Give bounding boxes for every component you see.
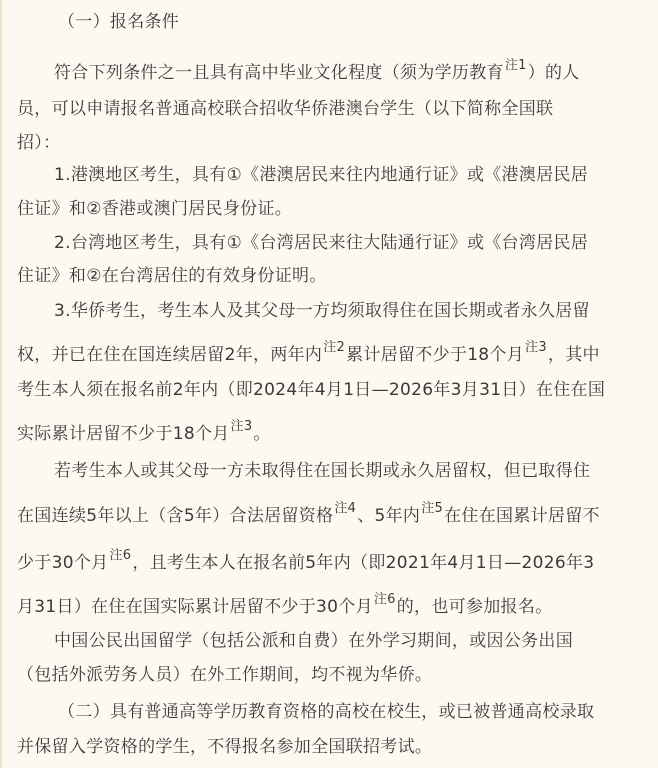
alt-text-d: 少于30个月 <box>17 553 109 573</box>
alt-text-e: ，且考生本人在报名前5年内（即2021年4月1日—2026年3 <box>132 553 595 573</box>
intro-line-3: 招）： <box>17 133 61 153</box>
alt-text-b: 、5年内 <box>357 506 421 526</box>
item-3-text-b: 累计居留不少于18个月 <box>346 345 525 365</box>
alt-text-c: 在住在国累计居留不 <box>444 506 600 526</box>
alt-para-line-3 <box>17 548 595 573</box>
item-3-text-e: 。 <box>253 424 271 444</box>
footnote-ref-5: 注5 <box>421 501 444 516</box>
footnote-ref-1: 注1 <box>504 58 527 73</box>
note-para-line-2: （包括外派劳务人员）在外工作期间，均不视为华侨。 <box>17 665 433 685</box>
alt-text-f: 月31日）在住在国实际累计居留不少于30个月 <box>17 597 373 617</box>
item-3-line-4 <box>17 419 271 444</box>
note-para-line-1: 中国公民出国留学（包括公派和自费）在外学习期间，或因公务出国 <box>54 631 573 651</box>
alt-para-line-4 <box>17 592 553 617</box>
item-2-line-1: 2.台湾地区考生，具有①《台湾居民来往大陆通行证》或《台湾居民居 <box>54 233 589 253</box>
footnote-ref-6: 注6 <box>109 548 132 563</box>
footnote-ref-6b: 注6 <box>373 592 396 607</box>
item-3-text-c: ，其中 <box>547 345 600 365</box>
footnote-ref-3b: 注3 <box>230 419 253 434</box>
footnote-ref-4: 注4 <box>334 501 357 516</box>
intro-text-b: ）的人 <box>527 63 580 83</box>
item-3-line-3: 考生本人须在报名前2年内（即2024年4月1日—2026年3月31日）在住在国 <box>17 380 606 400</box>
item-3-text-a: 权，并已在住在国连续居留2年，两年内 <box>17 345 323 365</box>
section-2-line-2: 并保留入学资格的学生，不得报名参加全国联招考试。 <box>17 737 433 757</box>
item-2-line-2: 住证》和②在台湾居住的有效身份证明。 <box>17 266 327 286</box>
item-3-line-2 <box>17 340 600 365</box>
intro-text-a: 符合下列条件之一且具有高中毕业文化程度（须为学历教育 <box>54 63 504 83</box>
item-1-line-1: 1.港澳地区考生，具有①《港澳居民来往内地通行证》或《港澳居民居 <box>54 165 589 185</box>
footnote-ref-3: 注3 <box>525 340 547 355</box>
item-1-line-2: 住证》和②香港或澳门居民身份证。 <box>17 199 293 219</box>
item-3-text-d: 实际累计居留不少于18个月 <box>17 424 230 444</box>
alt-para-line-1: 若考生本人或其父母一方未取得住在国长期或永久居留权，但已取得住 <box>54 461 591 481</box>
intro-line-1 <box>54 58 580 83</box>
alt-text-g: 的，也可参加报名。 <box>396 597 553 617</box>
section-1-heading: （一）报名条件 <box>58 12 180 32</box>
alt-text-a: 在国连续5年以上（含5年）合法居留资格 <box>17 506 334 526</box>
footnote-ref-2: 注2 <box>323 340 346 355</box>
intro-line-2: 员，可以申请报名普通高校联合招收华侨港澳台学生（以下简称全国联 <box>17 99 554 119</box>
section-2-line-1: （二）具有普通高等学历教育资格的高校在校生，或已被普通高校录取 <box>58 702 595 722</box>
alt-para-line-2 <box>17 501 600 526</box>
item-3-line-1: 3.华侨考生，考生本人及其父母一方均须取得住在国长期或者永久居留 <box>54 301 590 321</box>
